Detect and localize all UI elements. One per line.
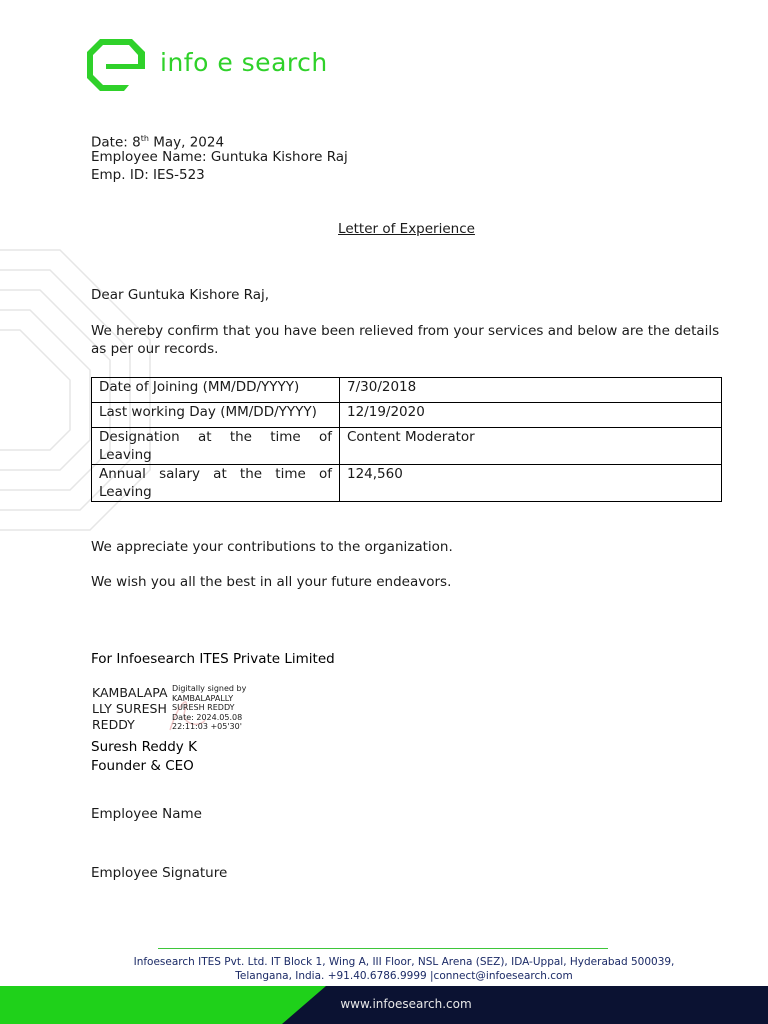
digital-sig-line: SURESH REDDY <box>172 703 235 712</box>
wish-text: We wish you all the best in all your future endeavors. <box>91 574 452 590</box>
letter-title: Letter of Experience <box>338 221 475 237</box>
address-line: Telangana, India. +91.40.6786.9999 |connect@infoesearch.com <box>235 970 573 982</box>
row-label: Designation at the time of Leaving <box>92 428 340 465</box>
row-value: 124,560 <box>340 465 722 502</box>
signer-line: LLY SURESH <box>92 701 167 716</box>
date-line: Date: 8th May, 2024 <box>91 134 225 151</box>
row-value: 7/30/2018 <box>340 378 722 403</box>
website-link[interactable]: www.infoesearch.com <box>340 997 472 1011</box>
table-row <box>92 378 722 403</box>
signer-line: REDDY <box>92 717 135 732</box>
digital-sig-line: 22:11:03 +05'30' <box>172 722 242 731</box>
employee-id-line: Emp. ID: IES-523 <box>91 167 205 183</box>
salutation: Dear Guntuka Kishore Raj, <box>91 287 270 303</box>
row-value: Content Moderator <box>340 428 722 465</box>
signer-name: Suresh Reddy K <box>91 739 197 755</box>
digital-sig-line: Digitally signed by <box>172 684 247 693</box>
address-line: Infoesearch ITES Pvt. Ltd. IT Block 1, Wing A, III Floor, NSL Arena (SEZ), IDA-Uppal, Hyderabad 500039, <box>133 956 675 968</box>
row-label: Date of Joining (MM/DD/YYYY) <box>92 378 340 403</box>
details-table <box>91 377 722 502</box>
employee-signature-label: Employee Signature <box>91 865 228 881</box>
table-row <box>92 428 722 465</box>
employee-name-label: Employee Name <box>91 806 202 822</box>
footer-address <box>0 955 768 983</box>
table-row <box>92 403 722 428</box>
table-row <box>92 465 722 502</box>
row-label: Annual salary at the time of Leaving <box>92 465 340 502</box>
digital-sig-line: Date: 2024.05.08 <box>172 712 243 722</box>
row-value: 12/19/2020 <box>340 403 722 428</box>
digital-signature-stamp <box>172 684 246 732</box>
digital-sig-line: KAMBALAPALLY <box>172 693 234 703</box>
footer-divider <box>158 948 608 949</box>
signer-role: Founder & CEO <box>91 758 194 774</box>
signer-line: KAMBALAPA <box>92 685 168 700</box>
signer-block <box>92 685 168 733</box>
appreciation-text: We appreciate your contributions to the organization. <box>91 539 453 555</box>
employee-name-line: Employee Name: Guntuka Kishore Raj <box>91 149 348 165</box>
intro-paragraph: We hereby confirm that you have been relieved from your services and below are the details as per our records. <box>91 323 720 357</box>
row-label: Last working Day (MM/DD/YYYY) <box>92 403 340 428</box>
for-company: For Infoesearch ITES Private Limited <box>91 651 335 667</box>
logo-text: info e search <box>160 48 328 77</box>
e-octagon-logo-icon <box>84 36 148 94</box>
